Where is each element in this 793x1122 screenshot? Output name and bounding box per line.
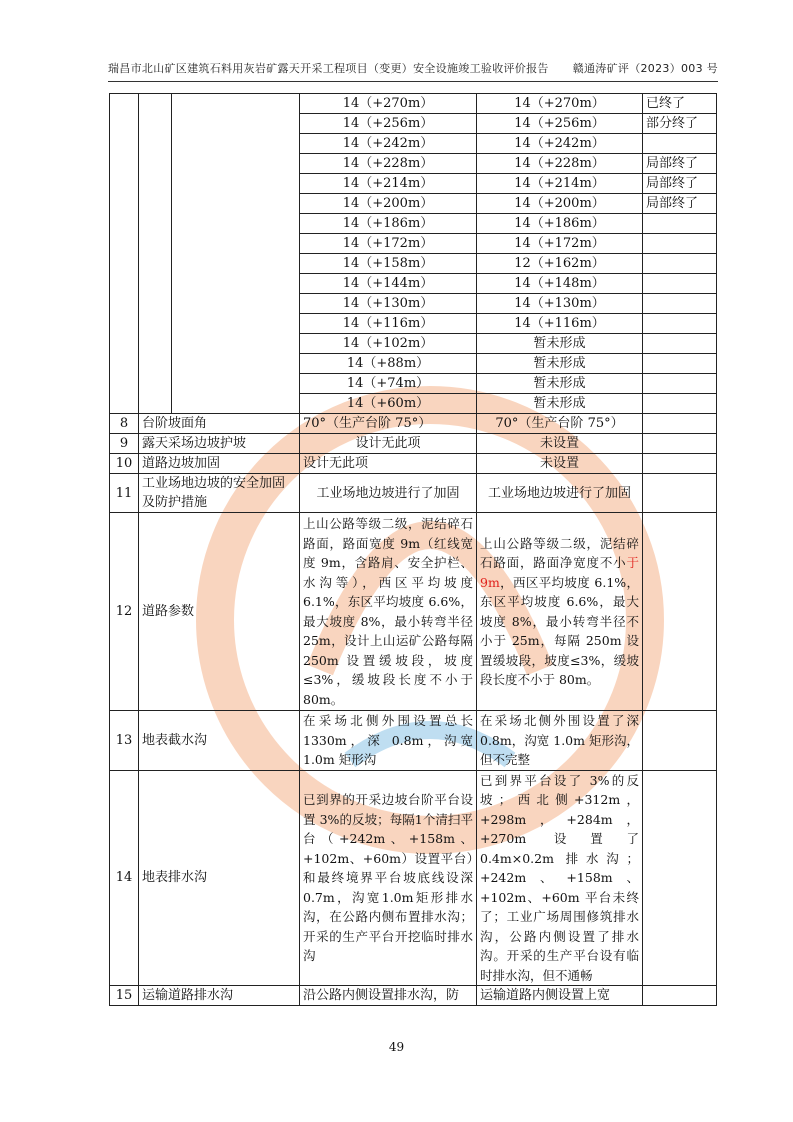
note-cell: [643, 314, 717, 334]
actual-value: 暂未形成: [477, 394, 643, 414]
note-cell: [643, 134, 717, 154]
actual-value: 70°（生产台阶 75°）: [477, 414, 643, 434]
row-item: 台阶坡面角: [139, 414, 300, 434]
actual-value: 暂未形成: [477, 354, 643, 374]
design-value: 14（+116m）: [300, 314, 477, 334]
design-value: 14（+270m）: [300, 94, 477, 114]
note-cell: [643, 334, 717, 354]
actual-value: 未设置: [477, 454, 643, 474]
design-value: 14（+102m）: [300, 334, 477, 354]
row-number: 14: [110, 770, 139, 986]
design-value: 设计无此项: [300, 434, 477, 454]
actual-value: 运输道路内侧设置上宽: [477, 986, 643, 1006]
actual-value: 14（+186m）: [477, 214, 643, 234]
note-cell: [643, 711, 717, 771]
table-row: [110, 513, 717, 711]
design-value: 14（+186m）: [300, 214, 477, 234]
row-item: 道路参数: [139, 513, 300, 711]
actual-text-highlight: 于 9m: [480, 555, 639, 590]
note-cell: [643, 354, 717, 374]
note-cell: 局部终了: [643, 154, 717, 174]
row-subitem-blank: [172, 94, 300, 414]
row-number: 11: [110, 474, 139, 513]
row-number-blank: [110, 94, 139, 414]
table-row: [110, 986, 717, 1006]
design-value: 上山公路等级二级，泥结碎石路面，路面宽度 9m（红线宽度 9m，含路肩、安全护栏、水沟等），西区平均坡度 6.1%，东区平均坡度 6.6%，最大坡度 8%，最小转弯半径 25m，设计上山运矿公路每隔 250m 设置缓坡段，坡度≤3%，缓坡段长度不小于 80m。: [300, 513, 477, 711]
table-row: [110, 434, 717, 454]
table-row: [110, 474, 717, 513]
actual-value: 在采场北侧外围设置了深 0.8m，沟宽 1.0m 矩形沟，但不完整: [477, 711, 643, 771]
actual-value: 12（+162m）: [477, 254, 643, 274]
actual-value: 工业场地边坡进行了加固: [477, 474, 643, 513]
row-item: 工业场地边坡的安全加固及防护措施: [139, 474, 300, 513]
note-cell: 已终了: [643, 94, 717, 114]
design-value: 已到界的开采边坡台阶平台设置 3%的反坡；每隔1个清扫平台（+242m、+158m、+102m、+60m）设置平台）和最终境界平台坡底线设深0.7m，沟宽1.0m矩形排水沟，在公路内侧布置排水沟；开采的生产平台开挖临时排水沟: [300, 770, 477, 986]
row-item: 道路边坡加固: [139, 454, 300, 474]
page-number: 49: [388, 1040, 405, 1054]
actual-value: 已到界平台设了 3%的反坡；西北侧+312m，+298m，+284m，+270m 设置了 0.4m×0.2m 排水沟；+242m、+158m、+102m、+60m 平台未终了；工业广场周围修筑排水沟，公路内侧设置了排水沟。开采的生产平台设有临时排水沟，但不通畅: [477, 770, 643, 986]
design-value: 工业场地边坡进行了加固: [300, 474, 477, 513]
note-cell: [643, 214, 717, 234]
row-number: 15: [110, 986, 139, 1006]
design-value: 14（+228m）: [300, 154, 477, 174]
actual-value: 未设置: [477, 434, 643, 454]
note-cell: [643, 513, 717, 711]
note-cell: 部分终了: [643, 114, 717, 134]
actual-value: 暂未形成: [477, 334, 643, 354]
evaluation-table: [109, 93, 717, 1006]
note-cell: [643, 770, 717, 986]
design-value: 14（+130m）: [300, 294, 477, 314]
actual-value: 14（+116m）: [477, 314, 643, 334]
actual-value: 14（+214m）: [477, 174, 643, 194]
report-number: 赣通涛矿评（2023）003 号: [572, 62, 718, 75]
row-item-blank: [139, 94, 172, 414]
actual-value: [477, 513, 643, 711]
actual-value: 14（+242m）: [477, 134, 643, 154]
note-cell: [643, 474, 717, 513]
note-cell: [643, 234, 717, 254]
note-cell: [643, 414, 717, 434]
design-value: 14（+242m）: [300, 134, 477, 154]
actual-value: 14（+270m）: [477, 94, 643, 114]
actual-value: 14（+256m）: [477, 114, 643, 134]
row-number: 9: [110, 434, 139, 454]
row-number: 12: [110, 513, 139, 711]
actual-value: 14（+130m）: [477, 294, 643, 314]
note-cell: [643, 454, 717, 474]
design-value: 在采场北侧外围设置总长 1330m，深 0.8m，沟宽 1.0m 矩形沟: [300, 711, 477, 771]
row-item: 露天采场边坡护坡: [139, 434, 300, 454]
actual-text-a: 上山公路等级二级，泥结碎石路面，路面净宽度不小: [480, 535, 639, 570]
row-item: 地表排水沟: [139, 770, 300, 986]
note-cell: [643, 374, 717, 394]
bench-height-rows: [110, 94, 717, 414]
design-value: 14（+144m）: [300, 274, 477, 294]
actual-value: 14（+148m）: [477, 274, 643, 294]
row-item: 运输道路排水沟: [139, 986, 300, 1006]
row-item: 地表截水沟: [139, 711, 300, 771]
note-cell: 局部终了: [643, 174, 717, 194]
note-cell: [643, 986, 717, 1006]
design-value: 14（+60m）: [300, 394, 477, 414]
table-row: [110, 94, 717, 114]
design-value: 14（+256m）: [300, 114, 477, 134]
design-value: 沿公路内侧设置排水沟，防: [300, 986, 477, 1006]
actual-text-b: ，西区平均坡度 6.1%，东区平均坡度 6.6%，最大坡度 8%，最小转弯半径不小于 25m，每隔 250m 设置缓坡段，坡度≤3%，缓坡段长度不小于 80m。: [480, 574, 639, 687]
note-cell: [643, 434, 717, 454]
note-cell: [643, 394, 717, 414]
row-number: 8: [110, 414, 139, 434]
header-divider: [108, 81, 718, 82]
design-value: 14（+88m）: [300, 354, 477, 374]
design-value: 70°（生产台阶 75°）: [300, 414, 477, 434]
actual-value: 14（+200m）: [477, 194, 643, 214]
note-cell: [643, 254, 717, 274]
actual-value: 14（+172m）: [477, 234, 643, 254]
row-number: 13: [110, 711, 139, 771]
row-number: 10: [110, 454, 139, 474]
design-value: 14（+74m）: [300, 374, 477, 394]
design-value: 14（+158m）: [300, 254, 477, 274]
table-row: [110, 770, 717, 986]
design-value: 14（+214m）: [300, 174, 477, 194]
design-value: 设计无此项: [300, 454, 477, 474]
design-value: 14（+172m）: [300, 234, 477, 254]
table-row: [110, 711, 717, 771]
note-cell: [643, 294, 717, 314]
table-row: [110, 414, 717, 434]
note-cell: [643, 274, 717, 294]
note-cell: 局部终了: [643, 194, 717, 214]
actual-value: 暂未形成: [477, 374, 643, 394]
table-row: [110, 454, 717, 474]
report-title: 瑞昌市北山矿区建筑石料用灰岩矿露天开采工程项目（变更）安全设施竣工验收评价报告: [108, 62, 549, 75]
design-value: 14（+200m）: [300, 194, 477, 214]
actual-value: 14（+228m）: [477, 154, 643, 174]
parameter-rows: [110, 414, 717, 1006]
